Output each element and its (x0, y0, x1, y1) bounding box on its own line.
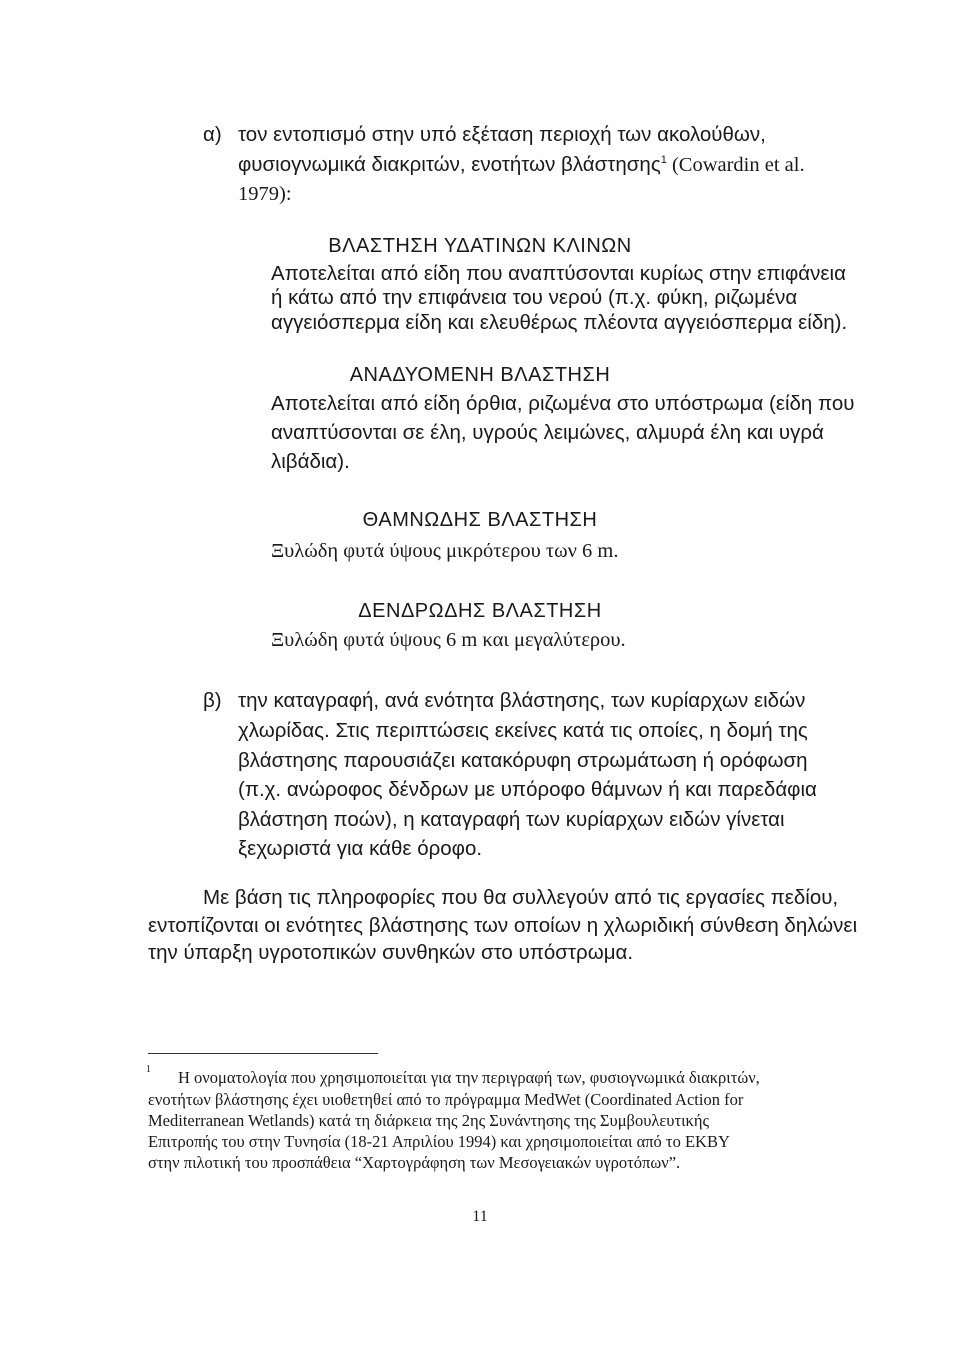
section-forest-line-1: Ξυλώδη φυτά ύψους 6 m και μεγαλύτερου. (271, 629, 626, 651)
item-a-line-3: 1979): (238, 183, 292, 205)
footnote-line-1: Η ονοματολογία που χρησιμοποιείται για την περιγραφή των, φυσιογνωμικά διακριτών, (178, 1068, 760, 1087)
footnote-reference: 1 (660, 154, 667, 167)
section-heading-aquatic: ΒΛΑΣΤΗΣΗ ΥΔΑΤΙΝΩΝ ΚΛΙΝΩΝ (328, 235, 632, 257)
footnote-line-4: Επιτροπής του στην Τυνησία (18-21 Απριλίου 1994) και χρησιμοποιείται από το ΕΚΒΥ (148, 1132, 730, 1151)
item-b-line-2: χλωρίδας. Στις περιπτώσεις εκείνες κατά τις οποίες, η δομή της (238, 719, 808, 742)
footnote-line-5: στην πιλοτική του προσπάθεια “Χαρτογράφηση των Μεσογειακών υγροτόπων”. (148, 1153, 681, 1172)
footnote-separator (148, 1053, 378, 1054)
section-aquatic-line-3: αγγειόσπερμα είδη και ελευθέρως πλέοντα αγγειόσπερμα είδη). (271, 311, 848, 334)
item-a-line-2 (238, 153, 805, 177)
item-b-line-5: βλάστηση ποών), η καταγραφή των κυρίαρχων ειδών γίνεται (238, 808, 785, 831)
item-b-line-3: βλάστησης παρουσιάζει κατακόρυφη στρωμάτωση ή ορόφωση (238, 749, 808, 772)
section-aquatic-line-2: ή κάτω από την επιφάνεια του νερού (π.χ. φύκη, ριζωμένα (271, 286, 798, 309)
footnote-line-2: ενοτήτων βλάστησης έχει υιοθετηθεί από το πρόγραμμα MedWet (Coordinated Action for (148, 1090, 744, 1109)
item-b-line-6: ξεχωριστά για κάθε όροφο. (238, 837, 483, 860)
section-heading-forest: ΔΕΝΔΡΩΔΗΣ ΒΛΑΣΤΗΣΗ (358, 600, 602, 622)
item-a-line-1: τον εντοπισμό στην υπό εξέταση περιοχή των ακολούθων, (238, 123, 766, 146)
item-b-line-4: (π.χ. ανώροφος δένδρων με υπόροφο θάμνων ή και παρεδάφια (238, 778, 817, 801)
section-emergent-line-2: αναπτύσονται σε έλη, υγρούς λειμώνες, αλμυρά έλη και υγρά (271, 421, 824, 444)
section-aquatic-line-1: Αποτελείται από είδη που αναπτύσονται κυρίως στην επιφάνεια (271, 262, 846, 285)
section-emergent-line-3: λιβάδια). (271, 450, 350, 473)
item-a-citation: (Cowardin et al. (666, 154, 805, 176)
closing-line-1: Με βάση τις πληροφορίες που θα συλλεγούν από τις εργασίες πεδίου, (203, 886, 839, 909)
item-a-line-2-text: φυσιογνωμικά διακριτών, ενοτήτων βλάστησης (238, 153, 661, 176)
footnote-line-3: Mediterranean Wetlands) κατά τη διάρκεια της 2ης Συνάντησης της Συμβουλευτικής (148, 1111, 710, 1130)
item-b-line-1: την καταγραφή, ανά ενότητα βλάστησης, των κυρίαρχων ειδών (238, 689, 806, 712)
item-a-marker: α) (203, 123, 222, 146)
closing-line-2: εντοπίζονται οι ενότητες βλάστησης των οποίων η χλωριδική σύνθεση δηλώνει (148, 914, 858, 937)
closing-line-3: την ύπαρξη υγροτοπικών συνθηκών στο υπόστρωμα. (148, 941, 634, 964)
section-heading-shrub: ΘΑΜΝΩΔΗΣ ΒΛΑΣΤΗΣΗ (362, 509, 598, 531)
footnote-number: 1 (146, 1064, 151, 1075)
item-b-marker: β) (203, 689, 222, 712)
section-shrub-line-1: Ξυλώδη φυτά ύψους μικρότερου των 6 m. (271, 540, 619, 562)
section-emergent-line-1: Αποτελείται από είδη όρθια, ριζωμένα στο υπόστρωμα (είδη που (271, 392, 855, 415)
page-number: 11 (472, 1208, 488, 1225)
section-heading-emergent: ΑΝΑΔΥΟΜΕΝΗ ΒΛΑΣΤΗΣΗ (349, 364, 611, 386)
